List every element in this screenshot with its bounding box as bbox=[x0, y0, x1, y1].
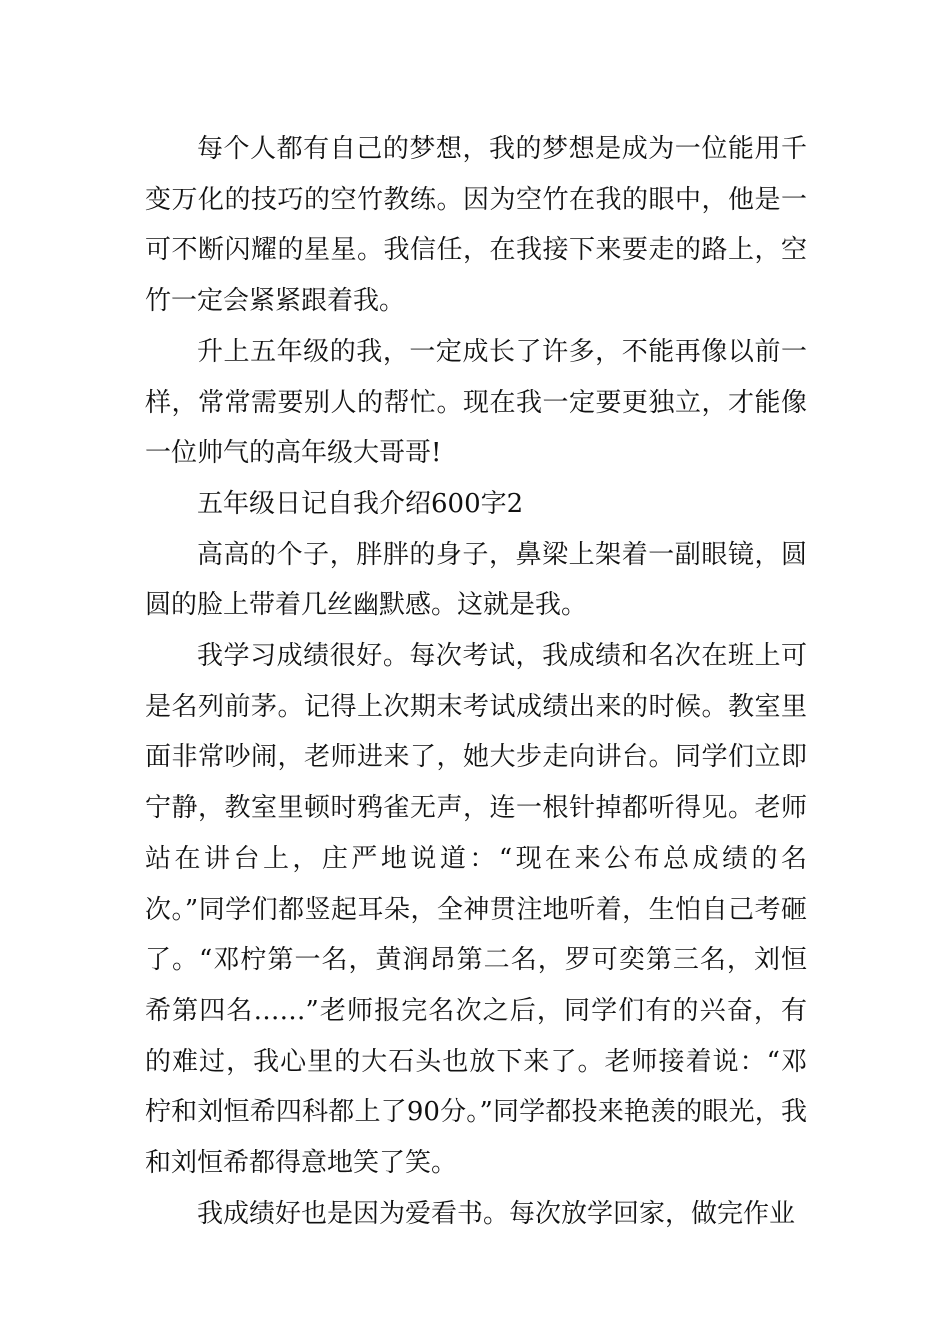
paragraph-grade-five: 升上五年级的我，一定成长了许多，不能再像以前一样，常常需要别人的帮忙。现在我一定要更独立，才能像一位帅气的高年级大哥哥! bbox=[145, 336, 807, 469]
paragraph-appearance: 高高的个子，胖胖的身子，鼻梁上架着一副眼镜，圆圆的脸上带着几丝幽默感。这就是我。 bbox=[145, 539, 807, 621]
section-heading: 五年级日记自我介绍600字2 bbox=[197, 488, 524, 519]
paragraph-grades: 我学习成绩很好。每次考试，我成绩和名次在班上可是名列前茅。记得上次期末考试成绩出来的时候。教室里面非常吵闹，老师进来了，她大步走向讲台。同学们立即宁静，教室里顿时鸦雀无声，连一根针掉都听得见。老师站在讲台上，庄严地说道：“现在来公布总成绩的名次。”同学们都竖起耳朵，全神贯注地听着，生怕自己考砸了。“邓柠第一名，黄润昂第二名，罗可奕第三名，刘恒希第四名……”老师报完名次之后，同学们有的兴奋，有的难过，我心里的大石头也放下来了。老师接着说：“邓柠和刘恒希四科都上了90分。”同学都投来艳羡的眼光，我和刘恒希都得意地笑了笑。 bbox=[145, 641, 807, 1179]
document-body bbox=[145, 124, 807, 1239]
paragraph-reading: 我成绩好也是因为爱看书。每次放学回家，做完作业 bbox=[197, 1198, 796, 1229]
paragraph-dream: 每个人都有自己的梦想，我的梦想是成为一位能用千变万化的技巧的空竹教练。因为空竹在我的眼中，他是一可不断闪耀的星星。我信任，在我接下来要走的路上，空竹一定会紧紧跟着我。 bbox=[145, 134, 807, 317]
